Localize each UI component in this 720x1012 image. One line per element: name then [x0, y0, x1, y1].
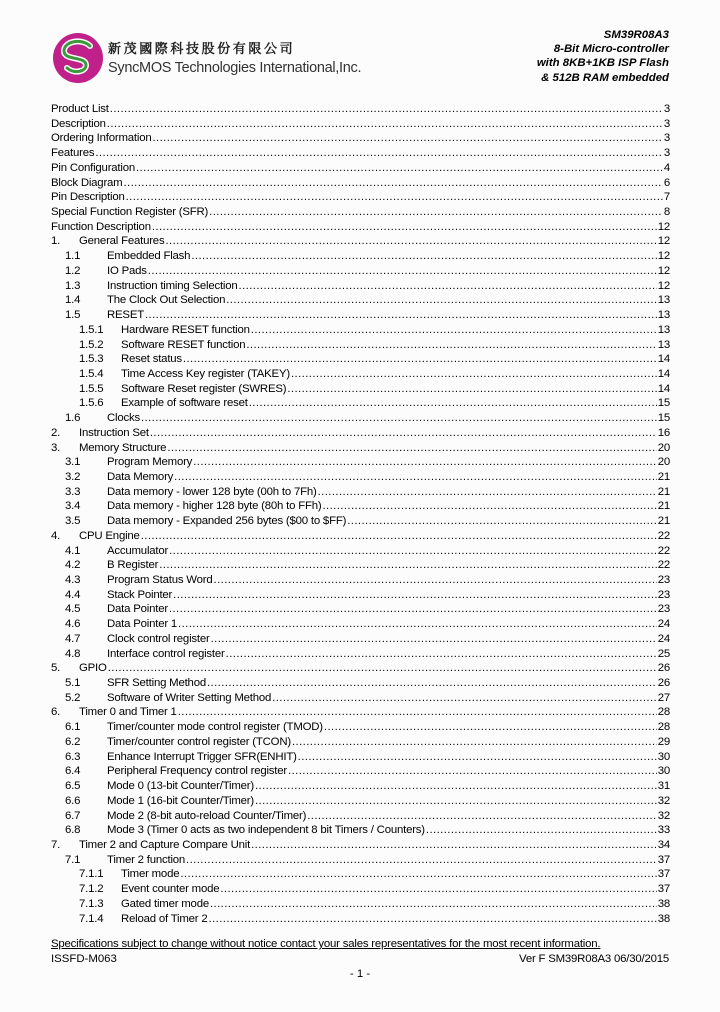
toc-entry-number: 1.5.6: [79, 397, 104, 410]
toc-entry-page: 8: [663, 206, 670, 219]
toc-entry-title: Timer/counter control register (TCON): [107, 735, 291, 748]
toc-entry[interactable]: [51, 544, 670, 559]
toc-entry-number: 4.7: [65, 632, 81, 645]
toc-entry-title: IO Pads: [107, 264, 147, 277]
toc-entry-number: 1.5.1: [79, 323, 104, 336]
syncmos-logo-icon: [52, 32, 104, 84]
toc-entry-number: 1.3: [65, 279, 81, 292]
toc-entry-title: Clocks: [107, 412, 140, 425]
toc-dot-leader: [152, 220, 657, 235]
product-header: [537, 28, 669, 85]
toc-dot-leader: [110, 102, 663, 117]
toc-dot-leader: [191, 249, 656, 264]
toc-entry-title: Instruction timing Selection: [107, 279, 238, 292]
toc-entry[interactable]: [51, 249, 670, 264]
toc-entry[interactable]: [51, 705, 670, 720]
toc-entry-title: Mode 2 (8-bit auto-reload Counter/Timer): [107, 809, 307, 822]
toc-entry-title: Features: [51, 147, 95, 160]
table-of-contents: [51, 102, 670, 926]
toc-dot-leader: [180, 867, 656, 882]
toc-entry[interactable]: [51, 441, 670, 456]
toc-entry-number: 5.1: [65, 677, 81, 690]
toc-entry[interactable]: [51, 823, 670, 838]
toc-entry-title: Hardware RESET function: [121, 323, 250, 336]
toc-entry[interactable]: [51, 220, 670, 235]
toc-entry[interactable]: [51, 617, 670, 632]
toc-dot-leader: [246, 338, 656, 353]
document-id: ISSFD-M063: [51, 953, 117, 965]
toc-entry-number: 1.5.4: [79, 367, 104, 380]
toc-dot-leader: [322, 499, 656, 514]
toc-entry-title: Data memory - Expanded 256 bytes ($00 to $FF): [107, 515, 347, 528]
toc-entry-number: 6.4: [65, 765, 81, 778]
toc-entry-page: 3: [663, 147, 670, 160]
toc-entry-number: 5.: [51, 662, 61, 675]
toc-entry[interactable]: [51, 131, 670, 146]
toc-entry-page: 21: [657, 485, 670, 498]
toc-dot-leader: [159, 558, 657, 573]
toc-entry-title: Timer mode: [121, 868, 180, 881]
toc-dot-leader: [148, 264, 657, 279]
toc-entry[interactable]: [51, 382, 670, 397]
toc-entry-page: 20: [657, 456, 670, 469]
toc-entry-number: 3.: [51, 441, 61, 454]
toc-dot-leader: [207, 676, 657, 691]
toc-entry-title: Time Access Key register (TAKEY): [121, 367, 290, 380]
toc-dot-leader: [126, 190, 663, 205]
toc-entry-page: 14: [657, 367, 670, 380]
page-number: - 1 -: [349, 968, 371, 980]
toc-entry[interactable]: [51, 720, 670, 735]
toc-entry-title: Special Function Register (SFR): [51, 206, 209, 219]
toc-entry-number: 1.6: [65, 412, 81, 425]
company-name-english: SyncMOS Technologies International,Inc.: [108, 60, 362, 76]
toc-entry-page: 21: [657, 500, 670, 513]
toc-entry-page: 23: [657, 574, 670, 586]
toc-entry-title: Mode 3 (Timer 0 acts as two independent 8 bit Timers / Counters): [107, 824, 425, 837]
toc-entry-title: Interface control register: [107, 647, 225, 660]
toc-entry-title: Pin Configuration: [51, 161, 135, 174]
toc-dot-leader: [251, 323, 657, 338]
toc-entry-page: 16: [657, 426, 670, 439]
toc-entry-title: Embedded Flash: [107, 250, 191, 263]
toc-entry-number: 1.5: [65, 309, 81, 322]
toc-dot-leader: [167, 441, 656, 456]
toc-entry-title: The Clock Out Selection: [107, 294, 226, 307]
toc-entry-title: Example of software reset: [121, 397, 248, 410]
toc-entry-title: Data memory - higher 128 byte (80h to FFh): [107, 500, 322, 513]
toc-entry-page: 12: [657, 235, 670, 248]
toc-entry[interactable]: [51, 558, 670, 573]
toc-dot-leader: [226, 293, 656, 308]
toc-entry-number: 3.3: [65, 485, 81, 498]
toc-entry-page: 13: [657, 323, 670, 336]
toc-entry[interactable]: [51, 661, 670, 676]
toc-entry-title: SFR Setting Method: [107, 677, 206, 690]
toc-entry[interactable]: [51, 529, 670, 544]
toc-entry[interactable]: [51, 234, 670, 249]
toc-entry[interactable]: [51, 499, 670, 514]
toc-entry-page: 6: [663, 176, 670, 189]
toc-entry[interactable]: [51, 102, 670, 117]
toc-entry-page: 32: [657, 794, 670, 807]
toc-entry[interactable]: [51, 882, 670, 897]
toc-entry-title: Reload of Timer 2: [121, 912, 208, 925]
toc-entry-page: 37: [657, 853, 670, 866]
toc-dot-leader: [108, 661, 657, 676]
toc-dot-leader: [211, 632, 657, 647]
toc-dot-leader: [220, 882, 656, 897]
toc-dot-leader: [272, 691, 657, 706]
toc-entry-title: Memory Structure: [79, 441, 167, 454]
toc-entry[interactable]: [51, 735, 670, 750]
toc-entry[interactable]: [51, 588, 670, 603]
toc-dot-leader: [318, 485, 657, 500]
toc-entry-title: Pin Description: [51, 191, 125, 204]
toc-entry-title: Software Reset register (SWRES): [121, 382, 287, 395]
toc-entry-number: 4.8: [65, 647, 81, 660]
toc-entry-number: 6.3: [65, 750, 81, 763]
toc-entry-number: 3.2: [65, 470, 81, 483]
toc-entry[interactable]: [51, 455, 670, 470]
toc-entry-page: 29: [657, 735, 670, 748]
toc-entry[interactable]: [51, 514, 670, 529]
toc-dot-leader: [173, 588, 657, 603]
toc-entry-page: 24: [657, 632, 670, 645]
toc-entry-number: 4.3: [65, 574, 81, 586]
toc-entry[interactable]: [51, 750, 670, 765]
toc-entry[interactable]: [51, 352, 670, 367]
toc-entry-page: 32: [657, 809, 670, 822]
toc-entry-page: 21: [657, 470, 670, 483]
toc-entry-title: Mode 1 (16-bit Counter/Timer): [107, 794, 254, 807]
toc-dot-leader: [239, 279, 657, 294]
toc-entry[interactable]: [51, 338, 670, 353]
toc-entry-number: 1.1: [65, 250, 81, 263]
toc-entry-title: Enhance Interrupt Trigger SFR(ENHIT): [107, 750, 297, 763]
toc-entry-number: 1.5.3: [79, 353, 104, 366]
toc-dot-leader: [193, 455, 657, 470]
toc-entry-number: 6.6: [65, 794, 81, 807]
toc-entry-page: 15: [657, 397, 670, 410]
toc-entry[interactable]: [51, 146, 670, 161]
toc-entry-title: Description: [51, 117, 106, 130]
toc-entry-number: 4.: [51, 529, 61, 542]
toc-entry-page: 25: [657, 647, 670, 660]
toc-entry[interactable]: [51, 897, 670, 912]
toc-dot-leader: [145, 308, 657, 323]
toc-entry-page: 26: [657, 662, 670, 675]
toc-entry-page: 12: [657, 220, 670, 233]
toc-entry[interactable]: [51, 161, 670, 176]
toc-dot-leader: [186, 853, 657, 868]
specifications-note: Specifications subject to change without notice contact your sales representatives for the most recent information.: [51, 938, 601, 950]
toc-entry-number: 7.1: [65, 853, 81, 866]
toc-entry-title: Reset status: [121, 353, 182, 366]
toc-dot-leader: [209, 205, 663, 220]
version-info: Ver F SM39R08A3 06/30/2015: [519, 953, 669, 965]
toc-entry[interactable]: [51, 411, 670, 426]
product-subtitle-1: 8-Bit Micro-controller: [553, 43, 669, 56]
toc-dot-leader: [255, 779, 657, 794]
toc-dot-leader: [347, 514, 657, 529]
toc-entry-title: Timer 0 and Timer 1: [79, 706, 177, 719]
toc-entry-page: 3: [663, 132, 670, 145]
toc-entry-page: 28: [657, 706, 670, 719]
toc-dot-leader: [226, 647, 657, 662]
toc-entry-page: 12: [657, 264, 670, 277]
toc-entry-page: 30: [657, 765, 670, 778]
toc-entry-title: Block Diagram: [51, 176, 123, 189]
toc-entry-page: 38: [657, 897, 670, 910]
toc-entry[interactable]: [51, 264, 670, 279]
toc-dot-leader: [249, 396, 657, 411]
toc-entry[interactable]: [51, 602, 670, 617]
toc-dot-leader: [210, 897, 657, 912]
toc-dot-leader: [426, 823, 657, 838]
toc-entry[interactable]: [51, 838, 670, 853]
toc-entry-title: Function Description: [51, 220, 151, 233]
toc-entry[interactable]: [51, 647, 670, 662]
toc-entry[interactable]: [51, 485, 670, 500]
toc-entry-page: 28: [657, 721, 670, 734]
toc-entry[interactable]: [51, 676, 670, 691]
toc-entry-title: Ordering Information: [51, 132, 152, 145]
toc-entry-title: Clock control register: [107, 632, 210, 645]
toc-entry[interactable]: [51, 867, 670, 882]
toc-entry-number: 7.1.3: [79, 897, 104, 910]
toc-entry-page: 20: [657, 441, 670, 454]
toc-entry-number: 1.5.2: [79, 338, 104, 351]
toc-entry-number: 6.2: [65, 735, 81, 748]
toc-entry-page: 15: [657, 412, 670, 425]
toc-entry[interactable]: [51, 396, 670, 411]
product-subtitle-3: & 512B RAM embedded: [541, 71, 669, 84]
toc-dot-leader: [255, 794, 657, 809]
toc-entry-page: 23: [657, 603, 670, 616]
toc-entry[interactable]: [51, 470, 670, 485]
toc-entry-number: 6.1: [65, 721, 81, 734]
toc-entry-title: Data Pointer 1: [107, 618, 178, 631]
toc-entry-title: Data Memory: [107, 470, 174, 483]
toc-dot-leader: [169, 602, 657, 617]
toc-entry-page: 4: [663, 161, 670, 174]
toc-dot-leader: [107, 117, 663, 132]
toc-dot-leader: [298, 750, 657, 765]
toc-entry-number: 6.: [51, 706, 61, 719]
toc-entry-title: General Features: [79, 235, 165, 248]
toc-entry-page: 3: [663, 103, 670, 115]
toc-entry[interactable]: [51, 323, 670, 338]
toc-dot-leader: [178, 705, 657, 720]
toc-dot-leader: [123, 176, 662, 191]
toc-entry-title: Event counter mode: [121, 883, 220, 896]
toc-entry[interactable]: [51, 691, 670, 706]
toc-entry-page: 14: [657, 382, 670, 395]
toc-entry-number: 7.1.2: [79, 883, 104, 896]
toc-entry[interactable]: [51, 764, 670, 779]
toc-dot-leader: [183, 352, 657, 367]
toc-entry-number: 4.4: [65, 588, 81, 601]
toc-dot-leader: [150, 426, 657, 441]
toc-entry[interactable]: [51, 308, 670, 323]
toc-entry-page: 13: [657, 309, 670, 322]
toc-entry-number: 2.: [51, 426, 61, 439]
toc-entry-page: 34: [657, 838, 670, 851]
toc-entry-page: 30: [657, 750, 670, 763]
toc-entry-page: 37: [657, 868, 670, 881]
toc-entry[interactable]: [51, 912, 670, 927]
toc-entry-number: 7.: [51, 838, 61, 851]
toc-entry[interactable]: [51, 632, 670, 647]
toc-entry-page: 7: [663, 191, 670, 204]
toc-dot-leader: [292, 735, 657, 750]
toc-entry-title: Mode 0 (13-bit Counter/Timer): [107, 780, 254, 793]
toc-entry-number: 1.: [51, 235, 61, 248]
toc-entry-number: 6.8: [65, 824, 81, 837]
toc-entry[interactable]: [51, 367, 670, 382]
toc-dot-leader: [178, 617, 657, 632]
toc-dot-leader: [288, 764, 657, 779]
toc-entry-page: 12: [657, 279, 670, 292]
toc-dot-leader: [291, 367, 657, 382]
toc-dot-leader: [152, 131, 662, 146]
toc-entry-page: 21: [657, 515, 670, 528]
toc-entry-page: 31: [657, 780, 670, 793]
toc-entry-page: 22: [657, 559, 670, 572]
toc-dot-leader: [307, 809, 656, 824]
toc-entry-page: 24: [657, 618, 670, 631]
toc-entry[interactable]: [51, 779, 670, 794]
toc-entry-title: Software RESET function: [121, 338, 246, 351]
toc-entry-number: 1.5.5: [79, 382, 104, 395]
toc-entry[interactable]: [51, 176, 670, 191]
toc-entry-number: 3.4: [65, 500, 81, 513]
toc-entry-title: Timer 2 and Capture Compare Unit: [79, 838, 251, 851]
toc-dot-leader: [287, 382, 656, 397]
toc-entry-title: Program Status Word: [107, 574, 213, 586]
toc-dot-leader: [165, 234, 656, 249]
toc-entry-number: 4.6: [65, 618, 81, 631]
toc-entry-number: 3.5: [65, 515, 81, 528]
toc-entry-page: 12: [657, 250, 670, 263]
toc-entry-page: 26: [657, 677, 670, 690]
toc-entry[interactable]: [51, 117, 670, 132]
toc-entry-number: 4.1: [65, 544, 81, 557]
toc-entry[interactable]: [51, 853, 670, 868]
toc-dot-leader: [251, 838, 657, 853]
toc-entry-page: 13: [657, 338, 670, 351]
toc-dot-leader: [324, 720, 657, 735]
toc-entry-page: 22: [657, 544, 670, 557]
toc-entry-title: RESET: [107, 309, 144, 322]
toc-entry-title: Gated timer mode: [121, 897, 209, 910]
toc-entry-title: Timer/counter mode control register (TMOD): [107, 721, 323, 734]
toc-entry[interactable]: [51, 279, 670, 294]
toc-entry-page: 33: [657, 824, 670, 837]
toc-entry-page: 13: [657, 294, 670, 307]
toc-dot-leader: [209, 912, 657, 927]
toc-entry-page: 22: [657, 529, 670, 542]
toc-entry-title: Accumulator: [107, 544, 169, 557]
toc-entry-title: GPIO: [79, 662, 107, 675]
toc-entry-title: Stack Pointer: [107, 588, 173, 601]
toc-entry[interactable]: [51, 190, 670, 205]
toc-entry-page: 37: [657, 883, 670, 896]
toc-entry-title: Instruction Set: [79, 426, 149, 439]
product-code: SM39R08A3: [603, 29, 669, 41]
toc-dot-leader: [141, 529, 657, 544]
toc-dot-leader: [214, 573, 657, 588]
toc-entry[interactable]: [51, 573, 670, 588]
toc-entry[interactable]: [51, 794, 670, 809]
toc-entry-number: 7.1.1: [79, 868, 104, 881]
toc-entry-page: 3: [663, 117, 670, 130]
toc-dot-leader: [169, 544, 657, 559]
toc-entry-number: 4.2: [65, 559, 81, 572]
toc-entry[interactable]: [51, 293, 670, 308]
toc-entry-page: 38: [657, 912, 670, 925]
toc-entry-title: Software of Writer Setting Method: [107, 691, 272, 704]
toc-entry-number: 3.1: [65, 456, 81, 469]
toc-dot-leader: [141, 411, 657, 426]
toc-entry-number: 1.4: [65, 294, 81, 307]
company-name-chinese: 新茂國際科技股份有限公司: [108, 42, 296, 57]
toc-entry-number: 1.2: [65, 264, 81, 277]
toc-entry-number: 4.5: [65, 603, 81, 616]
toc-dot-leader: [95, 146, 663, 161]
toc-entry-title: Data Pointer: [107, 603, 168, 616]
toc-entry[interactable]: [51, 809, 670, 824]
toc-entry-number: 6.5: [65, 780, 81, 793]
toc-entry-number: 5.2: [65, 691, 81, 704]
toc-entry-number: 6.7: [65, 809, 81, 822]
toc-entry-page: 27: [657, 691, 670, 704]
toc-dot-leader: [174, 470, 657, 485]
toc-entry-number: 7.1.4: [79, 912, 104, 925]
toc-entry[interactable]: [51, 426, 670, 441]
toc-entry-title: Peripheral Frequency control register: [107, 765, 288, 778]
toc-entry-title: Timer 2 function: [107, 853, 186, 866]
product-subtitle-2: with 8KB+1KB ISP Flash: [536, 57, 669, 70]
toc-entry-title: CPU Engine: [79, 529, 140, 542]
toc-entry-title: B Register: [107, 559, 159, 572]
toc-dot-leader: [136, 161, 663, 176]
toc-entry-title: Product List: [51, 103, 109, 115]
toc-entry[interactable]: [51, 205, 670, 220]
toc-entry-title: Data memory - lower 128 byte (00h to 7Fh): [107, 485, 317, 498]
toc-entry-page: 14: [657, 353, 670, 366]
toc-entry-title: Program Memory: [107, 456, 193, 469]
toc-entry-page: 23: [657, 588, 670, 601]
